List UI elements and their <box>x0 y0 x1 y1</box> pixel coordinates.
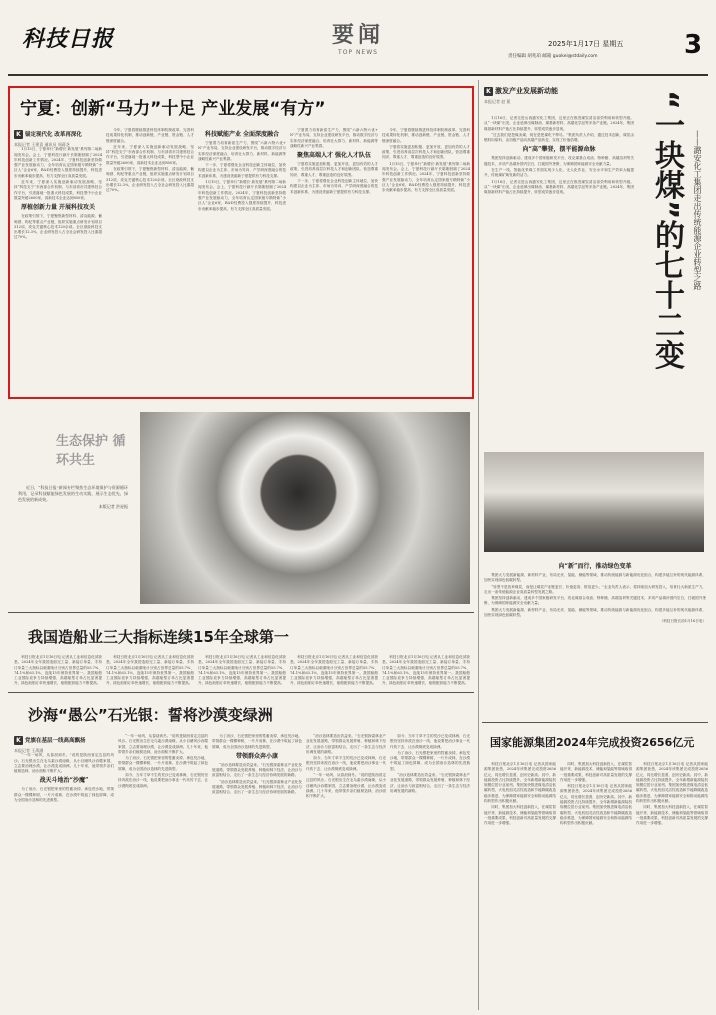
desert-body3c: “治沙造林要造出效益来。”石光银探索林业产业化发展道路，带领群众发展养殖、种植和林下经济，让治沙与致富相结合，走出了一条生态与经济协调发展的新路。 <box>306 734 386 754</box>
lead-body3: 在政策引领下，宁夏聚焦新型材料、清洁能源、葡萄酒、枸杞等重点产业链，组织实施重点研发计划项目312项，攻克关键核心技术120余项。全区财政科技支出增长12.3%，企业研发投入占全社会研发投入比重超过70%。 <box>14 214 102 240</box>
ship-body-4: 科技日报北京1月16日电 记者从工业和信息化部获悉，2024年全年我国造船完工量、新接订单量、手持订单量三大指标以载重吨计分别占世界总量的55.7%、74.1%和63.1%，连续15年保持世界第一。我国船舶工业国际竞争力持续增强，高端船型订单占比显著提升，绿色船舶订单快速增长，船舶配套能力不断提高。 <box>290 655 378 686</box>
desert-sub3: 带领群众奔小康 <box>235 752 278 760</box>
ship-col-2 <box>106 655 194 687</box>
desert-col-4 <box>306 734 386 1010</box>
vertical-subtitle: ——潞安化工集团走出传统能源企业转型之路 <box>693 130 702 290</box>
energy-col-1 <box>484 762 556 1010</box>
desert-body2b: 为了治沙，石光银把家里的牲畜卖掉，承包荒沙地，带领群众一棵棵种树，一片片成林，在沙漠中筑起了绿色屏障，成为全国治沙造林的先进典型。 <box>118 756 208 771</box>
lead-body5b: 宁夏着力培育新质生产力，围绕“六新六特六优+N”产业布局，支持企业建设研发平台，推动数字经济与实体经济深度融合，培育壮大算力、新材料、新能源等战略性新兴产业集群。 <box>290 128 378 148</box>
desert-body1b: “一年一场风，从春刮到冬。”说的是陕西省定边县的风沙。石光银出生在毛乌素沙漠南缘，从小目睹风沙吞噬家园，立志要治理沙漠，让沙漠变成绿洲。几十年来，他带领乡亲们植树造林，治沙面积不断扩大。 <box>118 734 208 754</box>
lead-col-2 <box>106 128 194 394</box>
right-body4: 在生产一线，智能化采煤工作面实现少人化、无人化作业，安全水平和生产效率大幅提升，传统煤矿焕发新的活力。 <box>484 168 634 178</box>
ship-col-5 <box>382 655 470 687</box>
lead-headline: 宁夏：创新“马力”十足 产业发展“有方” <box>20 99 326 119</box>
desert-body3d: “治沙造林要造出效益来。”石光银探索林业产业化发展道路，带领群众发展养殖、种植和林下经济，让治沙与致富相结合，走出了一条生态与经济协调发展的新路。 <box>390 773 470 793</box>
right-sub-title: K 激发产业发展新动能 <box>484 86 634 96</box>
right-body2: “过去我们是挖煤卖煤，现在是把煤吃干榨尽。”集团负责人介绍，通过技术创新，煤炭由燃料向原料、由初级产品向高端产品转变，实现了价值倍增。 <box>484 132 634 143</box>
party-badge-icon: K <box>14 736 23 745</box>
ship-body-3: 科技日报北京1月16日电 记者从工业和信息化部获悉，2024年全年我国造船完工量、新接订单量、手持订单量三大指标以载重吨计分别占世界总量的55.7%、74.1%和63.1%，连续15年保持世界第一。我国船舶工业国际竞争力持续增强，高端船型订单占比显著提升，绿色船舶订单快速增长，船舶配套能力不断提高。 <box>198 655 286 686</box>
rule-feature-bottom <box>8 612 474 613</box>
section-badge-icon: K <box>14 130 23 139</box>
desert-sub1: 党旗在基层一线高高飘扬 <box>25 738 86 744</box>
rule-ship-bottom <box>8 692 474 693</box>
rule-right-mid <box>482 722 708 723</box>
desert-col-2 <box>118 734 208 1010</box>
lead-body7b: 宁夏将实施更加积极、更加开放、更加有效的人才政策，引进培养高层次科技人才和创新团队，营造尊重知识、尊重人才、尊重创造的良好氛围。 <box>382 144 470 160</box>
right-photo <box>484 452 704 552</box>
lead-body2: 近年来，宁夏深入实施创新驱动发展战略，坚持“科技支宁”东西部合作机制，与东部省市共建科技合作平台，引进落地一批重大科技成果，科技型中小企业数量突破2600家，高新技术企业达到850家。 <box>14 180 102 200</box>
lead-author: 本报记者 王建喜 通讯员 周蒋芝 <box>14 142 70 147</box>
desert-body3b: “治沙造林要造出效益来。”石光银探索林业产业化发展道路，带领群众发展养殖、种植和林下经济，让治沙与致富相结合，走出了一条生态与经济协调发展的新路。 <box>212 779 302 795</box>
right-sub2: 向“高”攀登，摆平能源命脉 <box>522 146 596 154</box>
page-number: 3 <box>683 30 703 60</box>
lead-sub4: 聚焦高端人才 强化人才队伍 <box>296 152 372 160</box>
energy-col-3 <box>636 762 708 1010</box>
feature-credit: 本版记者 洪星振 <box>98 504 128 509</box>
desert-body2: 为了治沙，石光银把家里的牲畜卖掉，承包荒沙地，带领群众一棵棵种树，一片片成林，在沙漠中筑起了绿色屏障，成为全国治沙造林的先进典型。 <box>14 787 114 803</box>
desert-body2d: 为了治沙，石光银把家里的牲畜卖掉，承包荒沙地，带领群众一棵棵种树，一片片成林，在沙漠中筑起了绿色屏障，成为全国治沙造林的先进典型。 <box>390 750 470 771</box>
feature-body: 近日，“科技日报”新闻专栏聚焦生态环境保护与资源循环利用，记录科技赋能绿色发展的生动实践，展示生态优先、绿色发展的新成效。 <box>18 485 128 502</box>
desert-col-5 <box>390 734 470 1010</box>
ship-body-5: 科技日报北京1月16日电 记者从工业和信息化部获悉，2024年全年我国造船完工量、新接订单量、手持订单量三大指标以载重吨计分别占世界总量的55.7%、74.1%和63.1%，连续15年保持世界第一。我国船舶工业国际竞争力持续增强，高端船型订单占比显著提升，绿色船舶订单快速增长，船舶配套能力不断提高。 <box>382 655 470 686</box>
desert-body2c: 为了治沙，石光银把家里的牲畜卖掉，承包荒沙地，带领群众一棵棵种树，一片片成林，在沙漠中筑起了绿色屏障，成为全国治沙造林的先进典型。 <box>212 734 302 749</box>
lead-col-3 <box>198 128 286 394</box>
desert-headline: 沙海“愚公”石光银：誓将沙漠变绿洲 <box>28 706 273 724</box>
lead-sub1: 锚定现代化 改革再深化 <box>25 132 82 138</box>
lead-col-1 <box>14 128 102 394</box>
issue-date: 2025年1月17日 星期五 <box>548 40 624 48</box>
vertical-title: “一块煤”的七十二变 <box>649 90 684 370</box>
desert-body1: “一年一场风，从春刮到冬。”说的是陕西省定边县的风沙。石光银出生在毛乌素沙漠南缘，从小目睹风沙吞噬家园，立志要治理沙漠，让沙漠变成绿洲。几十年来，他带领乡亲们植树造林，治沙面积不断扩大。 <box>14 753 114 774</box>
right-body3b: 集团坚持创新驱动，建成多个国家级研发平台，攻克煤基合成油、特种蜡、高端溶剂等关键技术，多项产品填补国内空白，打破国外垄断，为保障国家能源安全贡献力量。 <box>484 596 706 606</box>
right-body5b: 集团大力发展新能源、新材料产业，布局光伏、氢能、储能等领域，推动传统能源与新能源优化组合，构建多能互补的现代能源体系，加快实现绿色低碳转型。 <box>484 607 706 618</box>
right-col-b <box>484 560 706 712</box>
desert-body4b: 如今，当年寸草不生的荒沙已变成林海，石光银仍坚持奔波在治沙一线，他说要把治沙事业一代代传下去，让沙漠彻底变成绿洲。 <box>306 756 386 771</box>
right-vertical-headline <box>638 90 708 450</box>
lead-body2b: 近年来，宁夏深入实施创新驱动发展战略，坚持“科技支宁”东西部合作机制，与东部省市共建科技合作平台，引进落地一批重大科技成果，科技型中小企业数量突破2600家，高新技术企业达到850家。 <box>106 144 194 165</box>
lead-body6b: 下一步，宁夏将强化企业科技创新主体地位，加快构建以企业为主体、市场为导向、产学研深度融合的技术创新体系，为建设美丽新宁夏提供有力科技支撑。 <box>290 179 378 194</box>
desert-author: 本报记者 王禹涵 <box>14 748 44 753</box>
lead-body1b: 1月15日，宁夏举行“新增长·新发展”系列第二场新闻发布会。会上，宁夏科技厅副厅长陈刚回顾了2024年科技创新工作情况。2024年，宁夏科技创新坚持做强产业发展驱动力，全年培育认定国家级专精特新“小巨人”企业6家，R&D经费投入强度持续提升，科技进步贡献率稳步提高，有力支撑全区高质量发展。 <box>198 180 286 211</box>
masthead <box>0 0 716 76</box>
lead-body4b: 今年，宁夏将继续推进科技体制机制改革，完善科技成果转化机制，推动创新链、产业链、资金链、人才链深度融合。 <box>382 128 470 143</box>
energy-body-b: 科技日报北京1月16日电 记者从国家能源集团获悉，2024年该集团完成投资2656亿元，同比增长显著，创历史新高。其中，新能源投资占比持续提升，全年新增新能源装机规模位居行业前列。集团加快推进煤电清洁低碳转型，火电机组灵活性改造和节能降碳改造稳步推进，为保障国家能源安全和推动能源结构转型作出积极贡献。 <box>560 784 632 826</box>
ship-body: 科技日报北京1月16日电 记者从工业和信息化部获悉，2024年全年我国造船完工量、新接订单量、手持订单量三大指标以载重吨计分别占世界总量的55.7%、74.1%和63.1%，连续15年保持世界第一。我国船舶工业国际竞争力持续增强，高端船型订单占比显著提升，绿色船舶订单快速增长，船舶配套能力不断提高。 <box>14 655 102 686</box>
feature-photo <box>140 412 470 604</box>
desert-col-1 <box>14 734 114 1010</box>
desert-body1c: “一年一场风，从春刮到冬。”说的是陕西省定边县的风沙。石光银出生在毛乌素沙漠南缘，从小目睹风沙吞噬家园，立志要治理沙漠，让沙漠变成绿洲。几十年来，他带领乡亲们植树造林，治沙面积不断扩大。 <box>306 773 386 799</box>
section-subtitle: TOP NEWS <box>338 49 378 56</box>
right-author: 本报记者 赵 蕉 <box>484 99 511 104</box>
lead-body3b: 在政策引领下，宁夏聚焦新型材料、清洁能源、葡萄酒、枸杞等重点产业链，组织实施重点研发计划项目312项，攻克关键核心技术120余项。全区财政科技支出增长12.3%，企业研发投入占全社会研发投入比重超过70%。 <box>106 167 194 193</box>
energy-col-2 <box>560 762 632 1010</box>
energy-body2b: 同时，集团加大科技创新投入，在煤炭智能开采、新能源技术、储能和氢能等领域取得一批重要成果，科技创新对高质量发展的支撑作用进一步增强。 <box>560 762 632 782</box>
lead-body6: 下一步，宁夏将强化企业科技创新主体地位，加快构建以企业为主体、市场为导向、产学研深度融合的技术创新体系，为建设美丽新宁夏提供有力科技支撑。 <box>198 163 286 178</box>
masthead-rule <box>8 74 708 76</box>
lead-col-4 <box>290 128 378 394</box>
right-source: （科技日报长治1月16日电） <box>659 619 706 624</box>
lead-sub3: 科技赋能产业 全面深度融合 <box>204 131 280 138</box>
feature-title: 生态保护 循环共生 <box>56 434 126 468</box>
right-subtitle-block <box>484 86 634 112</box>
k-badge-icon: K <box>484 87 493 96</box>
lead-body5: 宁夏着力培育新质生产力，围绕“六新六特六优+N”产业布局，支持企业建设研发平台，推动数字经济与实体经济深度融合，培育壮大算力、新材料、新能源等战略性新兴产业集群。 <box>198 141 286 161</box>
right-body5: 集团大力发展新能源、新材料产业，布局光伏、氢能、储能等领域，推动传统能源与新能源优化组合，构建多能互补的现代能源体系，加快实现绿色低碳转型。 <box>484 573 706 583</box>
lead-body1: 1月15日，宁夏举行“新增长·新发展”系列第二场新闻发布会。会上，宁夏科技厅副厅长陈刚回顾了2024年科技创新工作情况。2024年，宁夏科技创新坚持做强产业发展驱动力，全年培育认定国家级专精特新“小巨人”企业6家，R&D经费投入强度持续提升，科技进步贡献率稳步提高，有力支撑全区高质量发展。 <box>14 147 102 178</box>
lead-sub2: 厚植创新力量 开展科技攻关 <box>20 204 96 212</box>
lead-body1c: 1月15日，宁夏举行“新增长·新发展”系列第二场新闻发布会。会上，宁夏科技厅副厅长陈刚回顾了2024年科技创新工作情况。2024年，宁夏科技创新坚持做强产业发展驱动力，全年培育认定国家级专精特新“小巨人”企业6家，R&D经费投入强度持续提升，科技进步贡献率稳步提高，有力支撑全区高质量发展。 <box>382 161 470 193</box>
lead-body7: 宁夏将实施更加积极、更加开放、更加有效的人才政策，引进培养高层次科技人才和创新团队，营造尊重知识、尊重人才、尊重创造的良好氛围。 <box>290 162 378 177</box>
ship-headline: 我国造船业三大指标连续15年全球第一 <box>28 628 289 646</box>
right-col-a <box>484 116 634 456</box>
ship-col-3 <box>198 655 286 687</box>
energy-body2c: 同时，集团加大科技创新投入，在煤炭智能开采、新能源技术、储能和氢能等领域取得一批重要成果，科技创新对高质量发展的支撑作用进一步增强。 <box>636 805 708 826</box>
ship-col-1 <box>14 655 102 687</box>
desert-body4c: 如今，当年寸草不生的荒沙已变成林海，石光银仍坚持奔波在治沙一线，他说要把治沙事业一代代传下去，让沙漠彻底变成绿洲。 <box>390 734 470 749</box>
section-title: 要闻 <box>331 22 384 46</box>
desert-body3: “治沙造林要造出效益来。”石光银探索林业产业化发展道路，带领群众发展养殖、种植和林下经济，让治沙与致富相结合，走出了一条生态与经济协调发展的新路。 <box>212 762 302 778</box>
right-body6: “转型不是放弃煤炭，而是让煤炭产业链更长、价值更高、排放更少。”企业负责人表示，将持续加大研发投入，培育壮大新质生产力，走出一条传统能源企业高质量转型发展之路。 <box>484 584 706 594</box>
energy-body-c: 科技日报北京1月16日电 记者从国家能源集团获悉，2024年该集团完成投资2656亿元，同比增长显著，创历史新高。其中，新能源投资占比持续提升，全年新增新能源装机规模位居行业前列。集团加快推进煤电清洁低碳转型，火电机组灵活性改造和节能降碳改造稳步推进，为保障国家能源安全和推动能源结构转型作出积极贡献。 <box>636 762 708 804</box>
rule-right-divider <box>478 80 479 1010</box>
ship-body-2: 科技日报北京1月16日电 记者从工业和信息化部获悉，2024年全年我国造船完工量、新接订单量、手持订单量三大指标以载重吨计分别占世界总量的55.7%、74.1%和63.1%，连续15年保持世界第一。我国船舶工业国际竞争力持续增强，高端船型订单占比显著提升，绿色船舶订单快速增长，船舶配套能力不断提高。 <box>106 655 194 686</box>
feature-caption <box>18 485 128 545</box>
desert-col-3 <box>212 734 302 1010</box>
newspaper-logo: 科技日报 <box>22 26 115 50</box>
energy-body: 科技日报北京1月16日电 记者从国家能源集团获悉，2024年该集团完成投资2656亿元，同比增长显著，创历史新高。其中，新能源投资占比持续提升，全年新增新能源装机规模位居行业前列。集团加快推进煤电清洁低碳转型，火电机组灵活性改造和节能降碳改造稳步推进，为保障国家能源安全和推动能源结构转型作出积极贡献。 <box>484 762 556 804</box>
desert-sub2: 战天斗地治“沙魔” <box>39 777 89 785</box>
lead-col-5 <box>382 128 470 394</box>
right-body3: 集团坚持创新驱动，建成多个国家级研发平台，攻克煤基合成油、特种蜡、高端溶剂等关键技术，多项产品填补国内空白，打破国外垄断，为保障国家能源安全贡献力量。 <box>484 156 634 166</box>
ship-col-4 <box>290 655 378 687</box>
energy-headline: 国家能源集团2024年完成投资2656亿元 <box>490 736 695 749</box>
desert-body4: 如今，当年寸草不生的荒沙已变成林海，石光银仍坚持奔波在治沙一线，他说要把治沙事业一代代传下去，让沙漠彻底变成绿洲。 <box>118 773 208 788</box>
lead-body4: 今年，宁夏将继续推进科技体制机制改革，完善科技成果转化机制，推动创新链、产业链、资金链、人才链深度融合。 <box>106 128 194 143</box>
right-body1b: 1月16日，记者走进山西潞安化工集团，这里正在推进煤炭清洁高效利用和转型升级。从“一块煤”出发，企业延伸出煤制油、煤基新材料、高端化学品等多条产业链。2024年，集团煤基新材料产值占比持续提升，转型成效逐步显现。 <box>484 179 634 195</box>
editor-info: 责任编辑 胡兆珀 邮箱 guokei@stdaily.com <box>508 54 598 59</box>
right-sub3: 向“新”而行，推动绿色变革 <box>558 563 632 570</box>
energy-body2: 同时，集团加大科技创新投入，在煤炭智能开采、新能源技术、储能和氢能等领域取得一批重要成果，科技创新对高质量发展的支撑作用进一步增强。 <box>484 805 556 826</box>
right-body1: 1月16日，记者走进山西潞安化工集团，这里正在推进煤炭清洁高效利用和转型升级。从“一块煤”出发，企业延伸出煤制油、煤基新材料、高端化学品等多条产业链。2024年，集团煤基新材料产值占比持续提升，转型成效逐步显现。 <box>484 116 634 131</box>
